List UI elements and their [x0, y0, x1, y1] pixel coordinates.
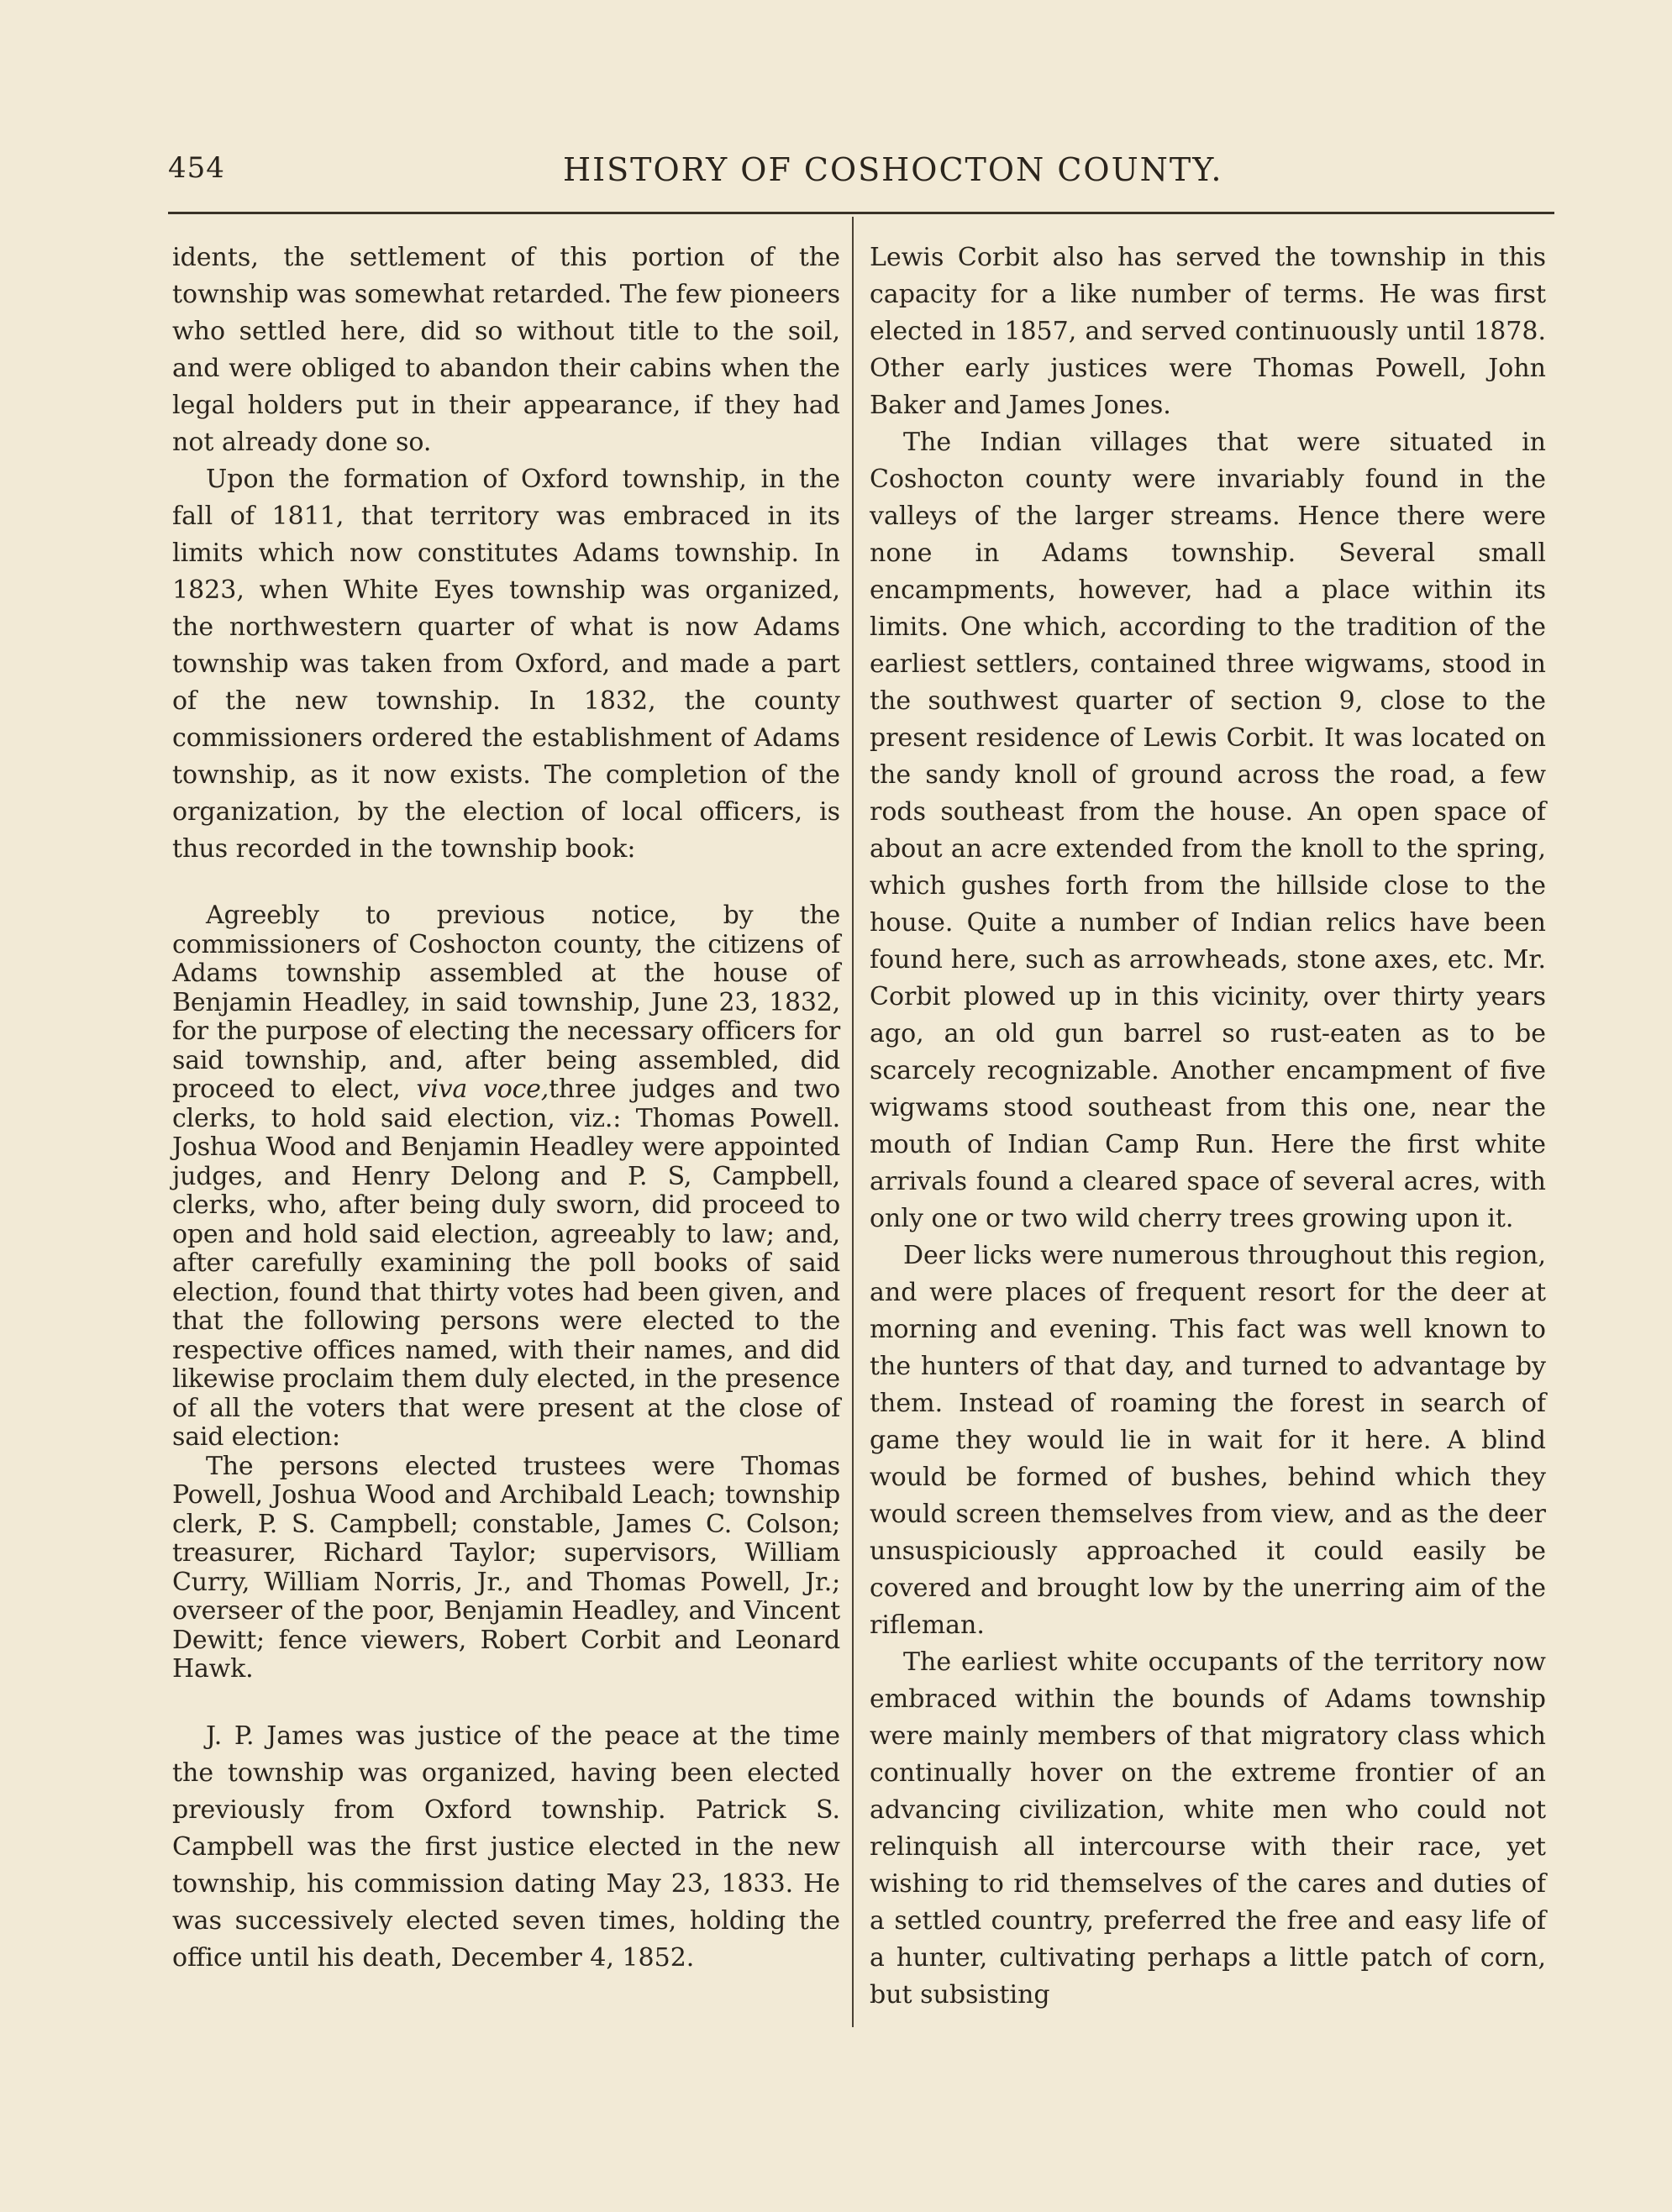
paragraph: The earliest white occupants of the territory now embraced within the bounds of Adams township were mainly members of that migratory class which continually hover on the extreme frontier of an advancing civilization, white men who could not relinquish all intercourse with their race, yet wishing to rid themselves of the cares and duties of a settled country, preferred the free and easy life of a hunter, cultivating perhaps a little patch of corn, but subsisting: [870, 1647, 1546, 2010]
page-header: [168, 151, 1546, 193]
paragraph: Lewis Corbit also has served the township in this capacity for a like number of terms. He was first elected in 1857, and served continuously until 1878. Other early justices were Thomas Powell, John Baker and James Jones.: [870, 243, 1546, 420]
column-divider: [852, 217, 854, 2027]
quote-text: three judges and two clerks, to hold said election, viz.: Thomas Powell. Joshua Wood and Benjamin Headley were appointed judges, and Henry Delong and P. S, Campbell, clerks, who, after being duly sworn, did proceed to open and hold said election, agreeably to law; and, after carefully examining the poll books of said election, found that thirty votes had been given, and that the following persons were elected to the respective offices named, with their names, and did likewise proclaim them duly elected, in the presence of all the voters that were present at the close of said election:: [172, 1074, 841, 1452]
paragraph: idents, the settlement of this portion of the township was somewhat retarded. The few pioneers who settled here, did so without title to the soil, and were obliged to abandon their cabins when the legal holders put in their appearance, if they had not already done so.: [172, 243, 840, 457]
paragraph: The Indian villages that were situated in Coshocton county were invariably found in the valleys of the larger streams. Hence there were none in Adams township. Several small encampments, however, had a place within its limits. One which, according to the tradition of the earliest settlers, contained three wigwams, stood in the southwest quarter of section 9, close to the present residence of Lewis Corbit. It was located on the sandy knoll of ground across the road, a few rods southeast from the house. An open space of about an acre extended from the knoll to the spring, which gushes forth from the hillside close to the house. Quite a number of Indian relics have been found here, such as arrowheads, stone axes, etc. Mr. Corbit plowed up in this vicinity, over thirty years ago, an old gun barrel so rust-eaten as to be scarcely recognizable. Another encampment of five wigwams stood southeast from this one, near the mouth of Indian Camp Run. Here the first white arrivals found a cleared space of several acres, with only one or two wild cherry trees growing upon it.: [870, 428, 1546, 1233]
paragraph: Upon the formation of Oxford township, in the fall of 1811, that territory was embraced in its limits which now constitutes Adams township. In 1823, when White Eyes township was organized, the northwestern quarter of what is now Adams township was taken from Oxford, and made a part of the new township. In 1832, the county commissioners ordered the establishment of Adams township, as it now exists. The completion of the organization, by the election of local officers, is thus recorded in the township book:: [172, 465, 840, 864]
township-record-quote: [172, 901, 840, 1453]
left-column: [172, 239, 840, 1977]
elected-officers-quote: The persons elected trustees were Thomas Powell, Joshua Wood and Archibald Leach; township clerk, P. S. Campbell; constable, James C. Colson; treasurer, Richard Taylor; supervisors, William Curry, William Norris, Jr., and Thomas Powell, Jr.; overseer of the poor, Benjamin Headley, and Vincent Dewitt; fence viewers, Robert Corbit and Leonard Hawk.: [172, 1451, 840, 1684]
page-number: 454: [168, 151, 225, 185]
paragraph: Deer licks were numerous throughout this region, and were places of frequent resort for the deer at morning and evening. This fact was well known to the hunters of that day, and turned to advantage by them. Instead of roaming the forest in search of game they would lie in wait for it here. A blind would be formed of bushes, behind which they would screen themselves from view, and as the deer unsuspiciously approached it could easily be covered and brought low by the unerring aim of the rifleman.: [870, 1241, 1546, 1640]
header-rule: [168, 212, 1554, 214]
paragraph: J. P. James was justice of the peace at the time the township was organized, having been elected previously from Oxford township. Patrick S. Campbell was the first justice elected in the new township, his commission dating May 23, 1833. He was successively elected seven times, holding the office until his death, December 4, 1852.: [172, 1721, 840, 1973]
right-column: [870, 239, 1546, 2014]
running-title: HISTORY OF COSHOCTON COUNTY.: [563, 151, 1223, 188]
quote-text: Agreebly to previous notice, by the commissioners of Coshocton county, the citizens of Adams township assembled at the house of Benjamin Headley, in said township, June 23, 1832, for the purpose of electing the necessary officers for said township, and, after being assembled, did proceed to elect,: [172, 901, 840, 1104]
quote-italic-phrase: viva voce,: [416, 1074, 549, 1104]
